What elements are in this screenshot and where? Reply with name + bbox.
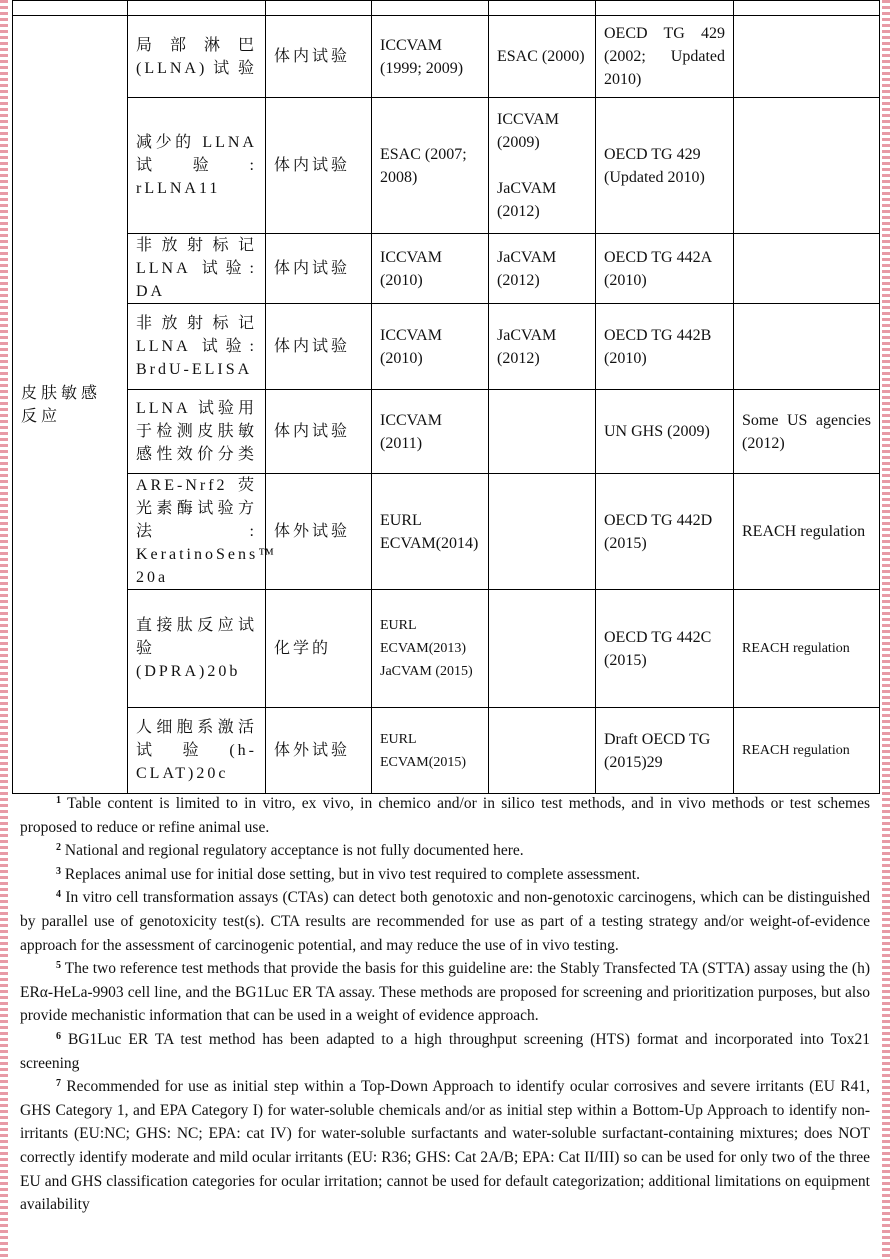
test-methods-table	[12, 0, 880, 794]
regulatory: Some US agencies (2012)	[734, 390, 880, 474]
footnote-text: National and regional regulatory acceptance is not fully documented here.	[64, 842, 524, 860]
footnote-text: The two reference test methods that provide the basis for this guideline are: the Stably Transfected TA (STTA) assay using the (h) ERα-HeLa-9903 cell line, and the BG1Luc ER TA assay. These methods are proposed for screening and prioritization purposes, but also provide mechanistic information that can be used in a weight of evidence approach.	[20, 960, 870, 1025]
method-name: 减少的 LLNA 试验: rLLNA11	[128, 98, 266, 234]
footnotes	[20, 792, 870, 1217]
guideline: OECD TG 442A (2010)	[596, 234, 734, 304]
footnote-text: Table content is limited to in vitro, ex vivo, in chemico and/or in silico test methods, and in vivo methods or test schemes proposed to reduce or refine animal use.	[20, 795, 870, 836]
method-type: 体内试验	[266, 390, 372, 474]
validation: ICCVAM (2010)	[372, 304, 489, 390]
peer-review: ESAC (2000)	[489, 16, 596, 98]
method-name: 人细胞系激活试验(h-CLAT)20c	[128, 708, 266, 794]
table-row	[13, 708, 880, 794]
validation: ICCVAM (2011)	[372, 390, 489, 474]
peer-review	[489, 474, 596, 590]
footnote	[20, 886, 870, 957]
table-row	[13, 304, 880, 390]
peer-review	[489, 590, 596, 708]
method-name: ARE-Nrf2 荧光素酶试验方法: KeratinoSens™ 20a	[128, 474, 266, 590]
validation: EURL ECVAM(2013) JaCVAM (2015)	[372, 590, 489, 708]
category-cell: 皮肤敏感反应	[13, 16, 128, 794]
method-type: 体外试验	[266, 708, 372, 794]
footnote	[20, 792, 870, 839]
table-row	[13, 98, 880, 234]
footnote-mark: 3	[56, 865, 61, 877]
footnote	[20, 957, 870, 1028]
method-type: 体外试验	[266, 474, 372, 590]
method-name: 直接肽反应试验(DPRA)20b	[128, 590, 266, 708]
validation: EURL ECVAM(2015)	[372, 708, 489, 794]
regulatory: REACH regulation	[734, 708, 880, 794]
table-row	[13, 590, 880, 708]
footnote	[20, 839, 870, 863]
footnote-mark: 1	[56, 795, 61, 806]
footnote	[20, 863, 870, 887]
method-type: 体内试验	[266, 16, 372, 98]
page-border-left	[0, 0, 8, 1259]
validation: EURL ECVAM(2014)	[372, 474, 489, 590]
footnote	[20, 1075, 870, 1217]
footnote-text: BG1Luc ER TA test method has been adapted to a high throughput screening (HTS) format and incorporated into Tox21 screening	[20, 1030, 870, 1072]
method-name: 非放射标记 LLNA 试验: DA	[128, 234, 266, 304]
footnote-mark: 7	[56, 1078, 61, 1090]
guideline: OECD TG 429 (Updated 2010)	[596, 98, 734, 234]
regulatory: REACH regulation	[734, 474, 880, 590]
footnote-mark: 6	[56, 1030, 61, 1042]
peer-review	[489, 390, 596, 474]
footnote-text: Recommended for use as initial step within a Top-Down Approach to identify ocular corrosives and severe irritants (EU R41, GHS Category 1, and EPA Category I) for water-soluble chemicals and/or as initial step within a Bottom-Up Approach to identify non-irritants (EU:NC; GHS: NC; EPA: cat IV) for water-soluble surfactants and water-soluble surfactant-containing mixtures; does NOT correctly identify moderate and mild ocular irritants (EU: R36; GHS: Cat 2A/B; EPA: Cat II/III) so can be used for only two of the three EU and GHS classification categories for ocular irritation; cannot be used for default categorization; additional limitations on equipment availability	[20, 1078, 871, 1214]
regulatory	[734, 98, 880, 234]
validation: ICCVAM (1999; 2009)	[372, 16, 489, 98]
validation: ICCVAM (2010)	[372, 234, 489, 304]
regulatory	[734, 304, 880, 390]
guideline: OECD TG 442C (2015)	[596, 590, 734, 708]
method-name: 非放射标记 LLNA 试验: BrdU-ELISA	[128, 304, 266, 390]
table-row-continued	[13, 1, 880, 16]
method-type: 体内试验	[266, 234, 372, 304]
peer-review	[489, 708, 596, 794]
method-name: LLNA 试验用于检测皮肤敏感性效价分类	[128, 390, 266, 474]
guideline: UN GHS (2009)	[596, 390, 734, 474]
regulatory	[734, 16, 880, 98]
regulatory: REACH regulation	[734, 590, 880, 708]
guideline: OECD TG 442D (2015)	[596, 474, 734, 590]
method-name: 局部淋巴(LLNA)试验	[128, 16, 266, 98]
regulatory	[734, 234, 880, 304]
footnote-mark: 2	[56, 842, 61, 854]
table-row	[13, 234, 880, 304]
footnote	[20, 1028, 870, 1075]
footnote-text: Replaces animal use for initial dose setting, but in vivo test required to complete assessment.	[64, 865, 640, 883]
footnote-text: In vitro cell transformation assays (CTAs) can detect both genotoxic and non-genotoxic carcinogens, which can be distinguished by parallel use of genotoxicity test(s). CTA results are recommended for use as part of a testing strategy and/or weight-of-evidence approach for the assessment of carcinogenic potential, and may reduce the use of in vivo testing.	[20, 889, 870, 954]
table-row	[13, 474, 880, 590]
validation: ESAC (2007; 2008)	[372, 98, 489, 234]
method-type: 体内试验	[266, 98, 372, 234]
table-row	[13, 16, 880, 98]
table-row	[13, 390, 880, 474]
footnote-mark: 5	[56, 960, 61, 972]
peer-review: ICCVAM (2009) JaCVAM (2012)	[489, 98, 596, 234]
guideline: OECD TG 442B (2010)	[596, 304, 734, 390]
guideline: Draft OECD TG (2015)29	[596, 708, 734, 794]
footnote-mark: 4	[56, 889, 61, 901]
page-border-right	[882, 0, 890, 1259]
peer-review: JaCVAM (2012)	[489, 234, 596, 304]
guideline: OECD TG 429 (2002; Updated 2010)	[596, 16, 734, 98]
peer-review: JaCVAM (2012)	[489, 304, 596, 390]
method-type: 体内试验	[266, 304, 372, 390]
method-type: 化学的	[266, 590, 372, 708]
